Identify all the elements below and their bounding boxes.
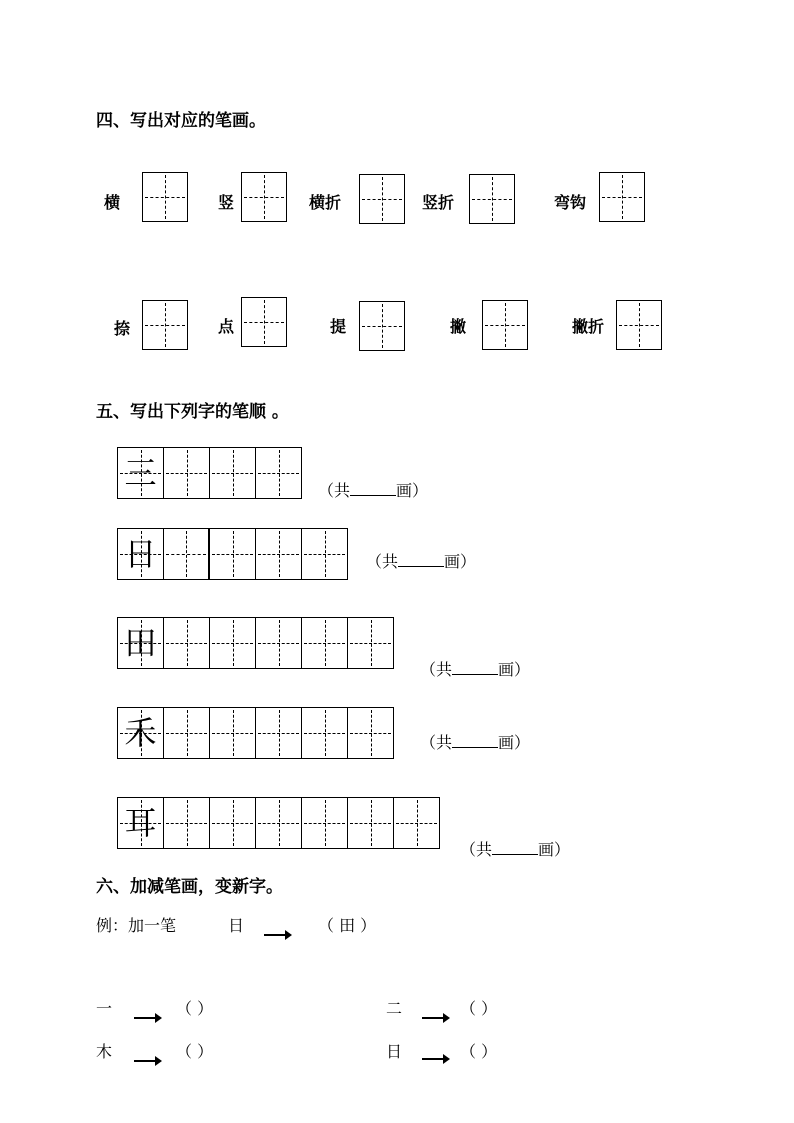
- model-char: 三: [124, 454, 157, 492]
- grid-cell-char: [118, 618, 164, 668]
- grid-cell-char: [118, 529, 164, 579]
- stroke-count-er: [460, 837, 570, 860]
- grid-cell[interactable]: [256, 798, 302, 848]
- grid-cell[interactable]: [302, 798, 348, 848]
- stroke-box-shu[interactable]: [241, 172, 287, 222]
- model-char: 禾: [124, 714, 157, 752]
- item-answer-er[interactable]: （ ）: [460, 999, 498, 1018]
- grid-cell[interactable]: [394, 798, 440, 848]
- item-answer-yi[interactable]: （ ）: [176, 999, 214, 1018]
- count-prefix: （共: [460, 840, 493, 859]
- stroke-box-heng[interactable]: [142, 172, 188, 222]
- model-char: 田: [124, 624, 157, 662]
- count-suffix: 画）: [498, 660, 531, 679]
- grid-cell[interactable]: [210, 448, 256, 498]
- grid-cell[interactable]: [302, 708, 348, 758]
- grid-cell[interactable]: [302, 618, 348, 668]
- grid-cell[interactable]: [348, 798, 394, 848]
- stroke-label-pie: 撇: [450, 317, 467, 336]
- model-char: 耳: [124, 804, 157, 842]
- count-suffix: 画）: [538, 840, 571, 859]
- item-answer-mu[interactable]: （ ）: [176, 1042, 214, 1061]
- stroke-label-hengzhe: 横折: [309, 193, 342, 212]
- arrow-icon: [264, 924, 290, 943]
- count-prefix: （共: [420, 733, 453, 752]
- grid-cell[interactable]: [164, 618, 210, 668]
- grid-cell-char: [118, 708, 164, 758]
- arrow-icon: [422, 1007, 448, 1026]
- grid-cell-char: [118, 448, 164, 498]
- grid-cell[interactable]: [302, 529, 348, 579]
- arrow-icon: [134, 1007, 160, 1026]
- stroke-order-grid-ri: [117, 528, 348, 580]
- grid-cell[interactable]: [210, 618, 256, 668]
- stroke-box-na[interactable]: [142, 300, 188, 350]
- stroke-label-shuzhe: 竖折: [422, 193, 455, 212]
- stroke-box-piezhe[interactable]: [616, 300, 662, 350]
- item-from-yi: 一: [96, 999, 113, 1018]
- stroke-label-shu: 竖: [218, 193, 235, 212]
- example-from-char: 日: [228, 916, 245, 935]
- count-blank[interactable]: [452, 733, 498, 748]
- grid-cell-char: [118, 798, 164, 848]
- stroke-count-he: [420, 730, 530, 753]
- count-blank[interactable]: [350, 481, 396, 496]
- count-blank[interactable]: [398, 552, 444, 567]
- stroke-count-tian: [420, 657, 530, 680]
- stroke-label-ti: 提: [330, 317, 347, 336]
- item-from-ri: 日: [386, 1042, 403, 1061]
- example-answer: （ 田 ）: [318, 916, 377, 935]
- grid-cell[interactable]: [164, 708, 210, 758]
- grid-cell[interactable]: [164, 448, 210, 498]
- grid-cell[interactable]: [210, 529, 256, 579]
- item-answer-ri[interactable]: （ ）: [460, 1042, 498, 1061]
- item-from-mu: 木: [96, 1042, 113, 1061]
- grid-cell[interactable]: [348, 618, 394, 668]
- stroke-label-piezhe: 撇折: [572, 317, 605, 336]
- count-blank[interactable]: [492, 840, 538, 855]
- stroke-order-grid-tian: [117, 617, 394, 669]
- grid-cell[interactable]: [210, 798, 256, 848]
- count-blank[interactable]: [452, 660, 498, 675]
- stroke-order-grid-he: [117, 707, 394, 759]
- model-char: 日: [124, 535, 157, 573]
- stroke-box-ti[interactable]: [359, 301, 405, 351]
- section5-title: 五、写出下列字的笔顺 。: [96, 402, 289, 422]
- stroke-label-wangou: 弯钩: [554, 193, 587, 212]
- stroke-order-grid-san: [117, 447, 302, 499]
- grid-cell[interactable]: [348, 708, 394, 758]
- stroke-order-grid-er: [117, 797, 440, 849]
- count-prefix: （共: [366, 552, 399, 571]
- stroke-count-san: [318, 478, 428, 501]
- arrow-icon: [134, 1050, 160, 1069]
- count-prefix: （共: [318, 481, 351, 500]
- grid-cell[interactable]: [256, 448, 302, 498]
- grid-cell[interactable]: [256, 618, 302, 668]
- stroke-count-ri: [366, 549, 476, 572]
- stroke-label-heng: 横: [104, 193, 121, 212]
- stroke-box-wangou[interactable]: [599, 172, 645, 222]
- section4-title: 四、写出对应的笔画。: [96, 111, 266, 131]
- grid-cell[interactable]: [164, 798, 210, 848]
- arrow-icon: [422, 1048, 448, 1067]
- item-from-er: 二: [386, 999, 403, 1018]
- grid-cell[interactable]: [210, 708, 256, 758]
- count-suffix: 画）: [444, 552, 477, 571]
- stroke-box-dian[interactable]: [241, 297, 287, 347]
- example-prefix: 例：加一笔: [96, 916, 177, 935]
- stroke-label-dian: 点: [218, 317, 235, 336]
- stroke-label-na: 捺: [114, 319, 131, 338]
- stroke-box-hengzhe[interactable]: [359, 174, 405, 224]
- grid-cell[interactable]: [164, 529, 210, 579]
- stroke-box-shuzhe[interactable]: [469, 174, 515, 224]
- section6-title: 六、加减笔画，变新字。: [96, 877, 283, 897]
- count-prefix: （共: [420, 660, 453, 679]
- grid-cell[interactable]: [256, 708, 302, 758]
- stroke-box-pie[interactable]: [482, 300, 528, 350]
- grid-cell[interactable]: [256, 529, 302, 579]
- count-suffix: 画）: [498, 733, 531, 752]
- count-suffix: 画）: [396, 481, 429, 500]
